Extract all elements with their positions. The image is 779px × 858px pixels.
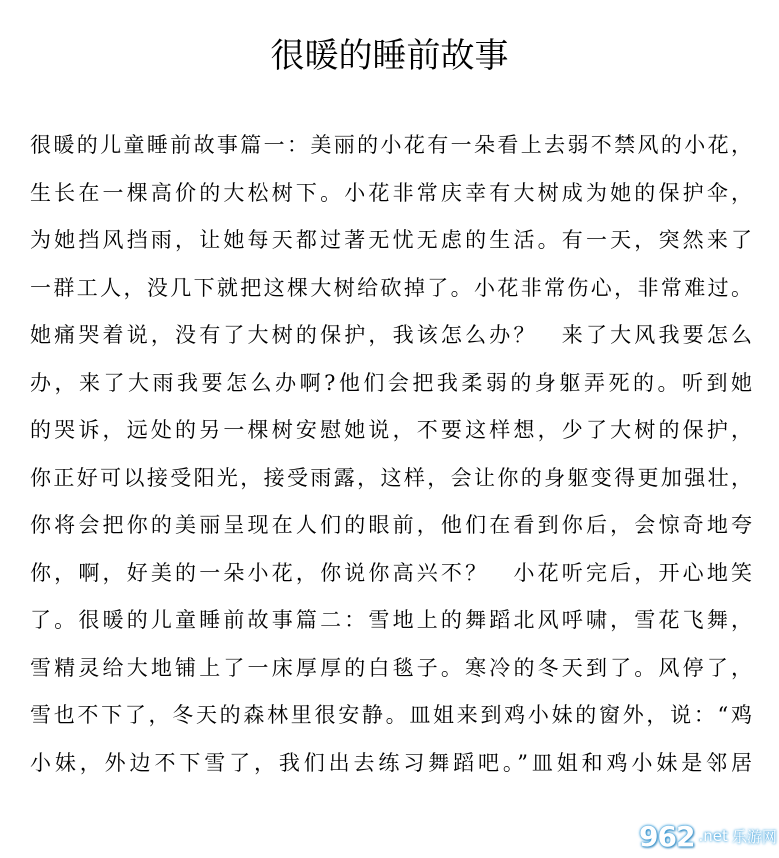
- site-watermark-logo: [639, 814, 779, 858]
- body-line: 办，来了大雨我要怎么办啊?他们会把我柔弱的身躯弄死的。听到她: [30, 370, 752, 395]
- watermark-number: 962: [639, 819, 695, 853]
- watermark-suffix: .net: [698, 827, 728, 845]
- body-line: 一群工人，没几下就把这棵大树给砍掉了。小花非常伤心，非常难过。: [30, 275, 752, 300]
- body-line: 很暖的儿童睡前故事篇一：美丽的小花有一朵看上去弱不禁风的小花，: [30, 133, 752, 157]
- document-title: 很暖的睡前故事: [270, 36, 509, 76]
- body-line: 生长在一棵高价的大松树下。小花非常庆幸有大树成为她的保护伞，: [30, 180, 752, 205]
- watermark-caption: 乐游网: [731, 827, 777, 846]
- body-line: 你正好可以接受阳光，接受雨露，这样，会让你的身躯变得更加强壮，: [30, 465, 752, 490]
- body-line: 为她挡风挡雨，让她每天都过著无忧无虑的生活。有一天，突然来了: [30, 228, 752, 252]
- body-line: 的哭诉，远处的另一棵树安慰她说，不要这样想，少了大树的保护，: [30, 418, 752, 442]
- body-line: 雪精灵给大地铺上了一床厚厚的白毯子。寒冷的冬天到了。风停了，: [30, 655, 752, 680]
- body-line: 小妹，外边不下雪了，我们出去练习舞蹈吧。”皿姐和鸡小妹是邻居: [30, 750, 752, 775]
- body-line: 她痛哭着说，没有了大树的保护，我该怎么办？ 来了大风我要怎么: [30, 323, 752, 347]
- body-line: 雪也不下了，冬天的森林里很安静。皿姐来到鸡小妹的窗外，说：“鸡: [30, 703, 752, 727]
- document-body: [30, 122, 752, 787]
- body-line: 你，啊，好美的一朵小花，你说你高兴不？ 小花听完后，开心地笑: [30, 560, 752, 585]
- body-line: 了。很暖的儿童睡前故事篇二：雪地上的舞蹈北风呼啸，雪花飞舞，: [30, 608, 752, 632]
- body-line: 你将会把你的美丽呈现在人们的眼前，他们在看到你后，会惊奇地夸: [30, 513, 752, 537]
